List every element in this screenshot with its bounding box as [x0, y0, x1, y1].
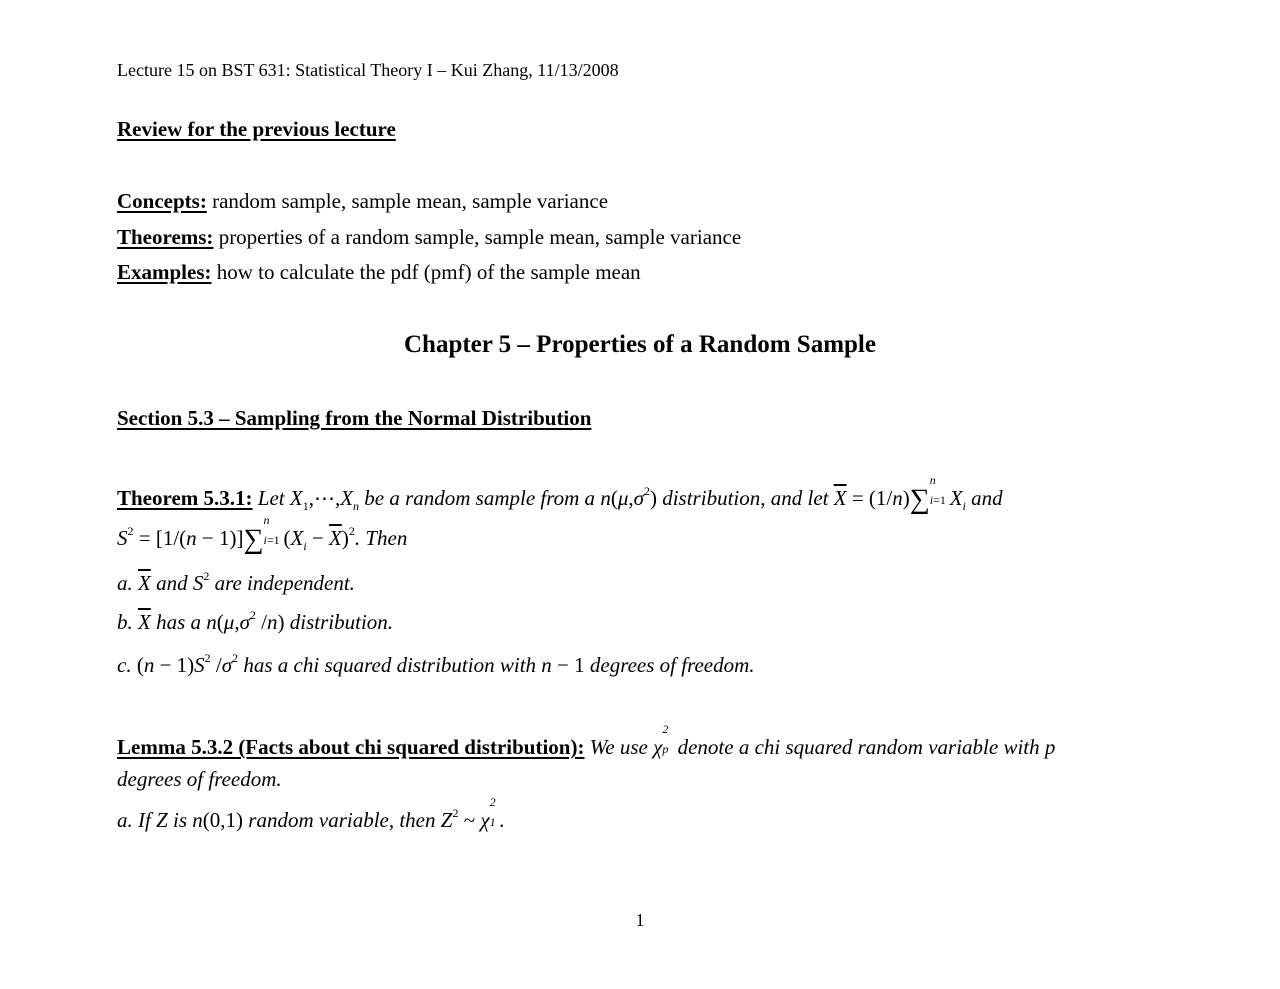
theorems-text: properties of a random sample, sample mean, sample variance — [213, 225, 742, 249]
examples-label: Examples: — [117, 260, 212, 284]
section-heading: Section 5.3 – Sampling from the Normal Distribution — [117, 406, 592, 430]
lemma-line-1 — [117, 722, 1056, 760]
theorem-item-a — [117, 571, 355, 596]
theorems-label: Theorems: — [117, 225, 214, 249]
math-xbar: $\overline{X}$ — [138, 571, 151, 595]
lemma-text-p: p — [1044, 735, 1056, 759]
math-xbar-b: $\overline{X}$ — [138, 610, 151, 634]
lemma-text-intro: We use — [584, 735, 654, 759]
theorem-text-let: Let — [252, 486, 290, 510]
theorem-line-1 — [117, 473, 1003, 516]
math-chi-p: χ 2 p — [653, 722, 669, 759]
item-a-mid: and — [150, 571, 193, 595]
math-z-squared-chi: $Z^2$ ~ χ 2 1 — [440, 795, 496, 832]
math-n-minus-1: n − 1 — [541, 653, 585, 677]
concepts-text: random sample, sample mean, sample variance — [206, 189, 609, 213]
item-c-mid: has a chi squared distribution with — [238, 653, 542, 677]
lemma-label: Lemma 5.3.2 (Facts about chi squared distribution): — [117, 735, 585, 759]
examples-line — [117, 260, 641, 285]
item-b-suffix: distribution. — [284, 610, 394, 634]
theorem-text-dist: distribution, and let — [656, 486, 834, 510]
math-sample-vars: $X_1,\cdots,X_n$ — [289, 486, 360, 513]
lemma-line-2: degrees of freedom. — [117, 767, 282, 791]
theorem-label: Theorem 5.3.1: — [117, 486, 253, 510]
item-c-prefix: c. — [117, 653, 137, 677]
lemma-item-a-end: . — [499, 808, 505, 832]
lemma-item-a — [117, 795, 505, 833]
lemma-item-a-is: is — [167, 808, 193, 832]
theorem-line-2 — [117, 513, 408, 556]
item-a-prefix: a. — [117, 571, 138, 595]
theorem-item-b — [117, 610, 393, 635]
math-s-squared: $S^2$ — [192, 569, 210, 595]
item-b-prefix: b. — [117, 610, 138, 634]
theorem-text-then: . Then — [354, 526, 408, 550]
math-sample-mean-def: $\overline{X} = (1/n)\sum$ n i=1 $X_i$ — [833, 473, 966, 515]
item-c-suffix: degrees of freedom. — [584, 653, 755, 677]
math-standard-normal: n(0,1) — [192, 808, 244, 832]
concepts-line — [117, 189, 608, 214]
math-sample-variance-def: $S^2 = [1/(n - 1)]\sum$ n i=1 $(X_i - \overline{X})^2$ — [117, 513, 355, 555]
item-a-suffix: are independent. — [209, 571, 355, 595]
concepts-label: Concepts: — [117, 189, 207, 213]
review-heading: Review for the previous lecture — [117, 117, 396, 141]
theorem-item-c — [117, 653, 755, 678]
math-chi-statistic: $(n - 1)S^2$ $/\sigma^2$ — [136, 651, 239, 677]
lemma-item-a-prefix: a. If — [117, 808, 157, 832]
math-z: Z — [156, 808, 168, 832]
lemma-text-denote: denote a chi squared random variable with — [672, 735, 1045, 759]
theorems-line — [117, 225, 741, 250]
math-normal-dist: $n(\mu,\sigma^2)$ — [600, 484, 657, 510]
page-header: Lecture 15 on BST 631: Statistical Theory I – Kui Zhang, 11/13/2008 — [117, 60, 619, 80]
item-b-mid: has a — [150, 610, 207, 634]
page-number: 1 — [635, 910, 645, 930]
examples-text: how to calculate the pdf (pmf) of the sample mean — [211, 260, 641, 284]
lemma-item-a-rv: random variable, then — [243, 808, 441, 832]
theorem-text-sample: be a random sample from a — [359, 486, 601, 510]
math-normal-mean-dist: $n(\mu,\sigma^2$ /n) — [206, 608, 285, 634]
theorem-text-and: and — [965, 486, 1003, 510]
chapter-title: Chapter 5 – Properties of a Random Sample — [404, 331, 876, 358]
